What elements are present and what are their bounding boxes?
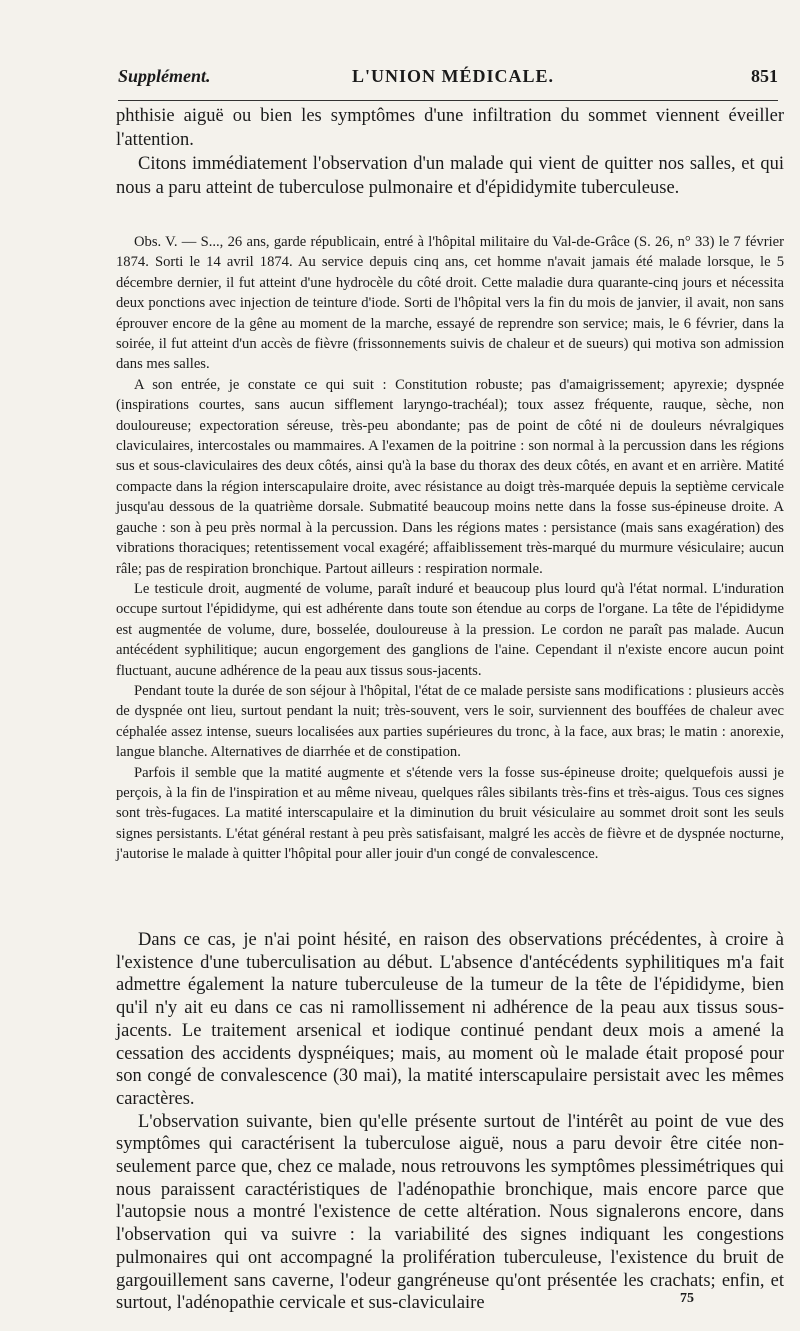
page-number: 851 [751,66,778,86]
discussion-text [116,929,784,1315]
printer-signature: 75 [680,1291,694,1306]
observation-paragraph-2: A son entrée, je constate ce qui suit : Constitution robuste; pas d'amaigrissement; apyrexie; dyspnée (inspirations courtes, sans aucun sifflement laryngo-trachéal); toux assez fréquente, rauque, sèche, non douloureuse; expectoration séreuse, très-peu abondante; pas de point de côté ni de douleurs névralgiques claviculaires, intercostales ou mammaires. A l'examen de la poitrine : son normal à la percussion dans les régions sus et sous-claviculaires des deux côtés, ainsi qu'à la base du thorax des deux côtés, en avant et en arrière. Matité compacte dans la région interscapulaire droite, avec résistance au doigt très-marquée depuis la septième cervicale jusqu'au dessous de la quatrième dorsale. Submatité beaucoup moins nette dans la fosse sus-épineuse droite. A gauche : son à peu près normal à la percussion. Dans les régions mates : persistance (mais sans exagération) des vibrations thoraciques; retentissement vocal exagéré; affaiblissement très-marqué du murmure vésiculaire; aucun râle; pas de respiration bronchique. Partout ailleurs : respiration normale. [116,376,784,577]
section-label: Supplément. [118,66,211,86]
observation-paragraph-4: Pendant toute la durée de son séjour à l'hôpital, l'état de ce malade persiste sans modifications : plusieurs accès de dyspnée ont lieu, surtout pendant la nuit; très-souvent, vers le soir, surviennent des bouffées de chaleur avec céphalée assez intense, sueurs localisées aux parties supérieures du tronc, à la face, aux bras; le matin : anorexie, langue blanche. Alternatives de diarrhée et de constipation. [116,682,784,761]
observation-label: Obs. V. — S..., [134,234,228,250]
observation-block [116,232,784,865]
journal-title: L'UNION MÉDICALE. [352,66,555,86]
discussion-paragraph-2: L'observation suivante, bien qu'elle présente surtout de l'intérêt au point de vue des symptômes qui caractérisent la tuberculose aiguë, nous a paru devoir être citée non-seulement parce que, chez ce malade, nous retrouvons les symptômes plessimétriques qui nous paraissent caractéristiques de l'adénopathie bronchique, mais encore parce que l'autopsie nous a montré l'existence de cette altération. Nous signalerons encore, dans l'observation qui va suivre : la variabilité des signes indiquant les congestions pulmonaires qui ont accompagné la prolifération tuberculeuse, l'existence du bruit de gargouillement sans caverne, l'odeur gangréneuse qu'ont présentée les crachats; enfin, et surtout, l'adénopathie cervicale et sus-claviculaire [116,1111,784,1314]
observation-paragraph-3: Le testicule droit, augmenté de volume, paraît induré et beaucoup plus lourd qu'à l'état normal. L'induration occupe surtout l'épididyme, qui est adhérente dans toute son étendue au corps de l'organe. La tête de l'épididyme est augmentée de volume, dure, bosselée, douloureuse à la pression. Le cordon ne paraît pas malade. Aucun antécédent syphilitique; aucun engorgement des ganglions de l'aine. Cependant il n'existe encore aucun point fluctuant, aucune adhérence de la peau aux tissus sous-jacents. [116,580,784,679]
observation-paragraph-1 [116,232,784,375]
intro-paragraph-2: Citons immédiatement l'observation d'un malade qui vient de quitter nos salles, et qui nous a paru atteint de tuberculose pulmonaire et d'épididymite tuberculeuse. [116,154,784,198]
observation-paragraph-5: Parfois il semble que la matité augmente et s'étende vers la fosse sus-épineuse droite; quelquefois aussi je perçois, à la fin de l'inspiration et au même niveau, quelques râles sibilants très-fins et très-aigus. Tous ces signes sont très-fugaces. La matité interscapulaire et la diminution du bruit vésiculaire au sommet droit sont les seuls signes persistants. L'état général restant à peu près satisfaisant, malgré les accès de fièvre et de dyspnée nocturne, j'autorise le malade à quitter l'hôpital pour aller jouir d'un congé de convalescence. [116,764,784,863]
header-rule [118,100,778,101]
observation-text-1: 26 ans, garde républicain, entré à l'hôpital militaire du Val-de-Grâce (S. 26, n° 33) le 7 février 1874. Sorti le 14 avril 1874. Au service depuis cinq ans, cet homme n'avait jamais été malade lorsque, le 5 décembre dernier, il fut atteint d'une hydrocèle du côté droit. Cette maladie dura quarante-cinq jours et nécessita deux ponctions avec injection de teinture d'iode. Sorti de l'hôpital vers la fin du mois de janvier, il avait, non sans éprouver encore de la gêne au moment de la marche, essayé de reprendre son service; mais, le 6 février, dans la soirée, il fut atteint d'un accès de fièvre (frissonnements suivis de chaleur et de sueurs) qui motiva son admission dans mes salles. [116,234,784,373]
running-header [118,62,778,102]
intro-text [116,104,784,200]
intro-paragraph-1: phthisie aiguë ou bien les symptômes d'une infiltration du sommet viennent éveiller l'attention. [116,106,784,150]
discussion-paragraph-1: Dans ce cas, je n'ai point hésité, en raison des observations précédentes, à croire à l'existence d'une tuberculisation au début. L'absence d'antécédents syphilitiques m'a fait admettre également la nature tuberculeuse de la tumeur de la tête de l'épididyme, bien qu'il n'y ait eu dans ce cas ni ramollissement ni adhérence de la peau aux tissus sous-jacents. Le traitement arsenical et iodique continué pendant deux mois a amené la cessation des accidents dyspnéiques; mais, au moment où le malade était proposé pour son congé de convalescence (30 mai), la matité interscapulaire persistait avec les mêmes caractères. [116,930,784,1109]
